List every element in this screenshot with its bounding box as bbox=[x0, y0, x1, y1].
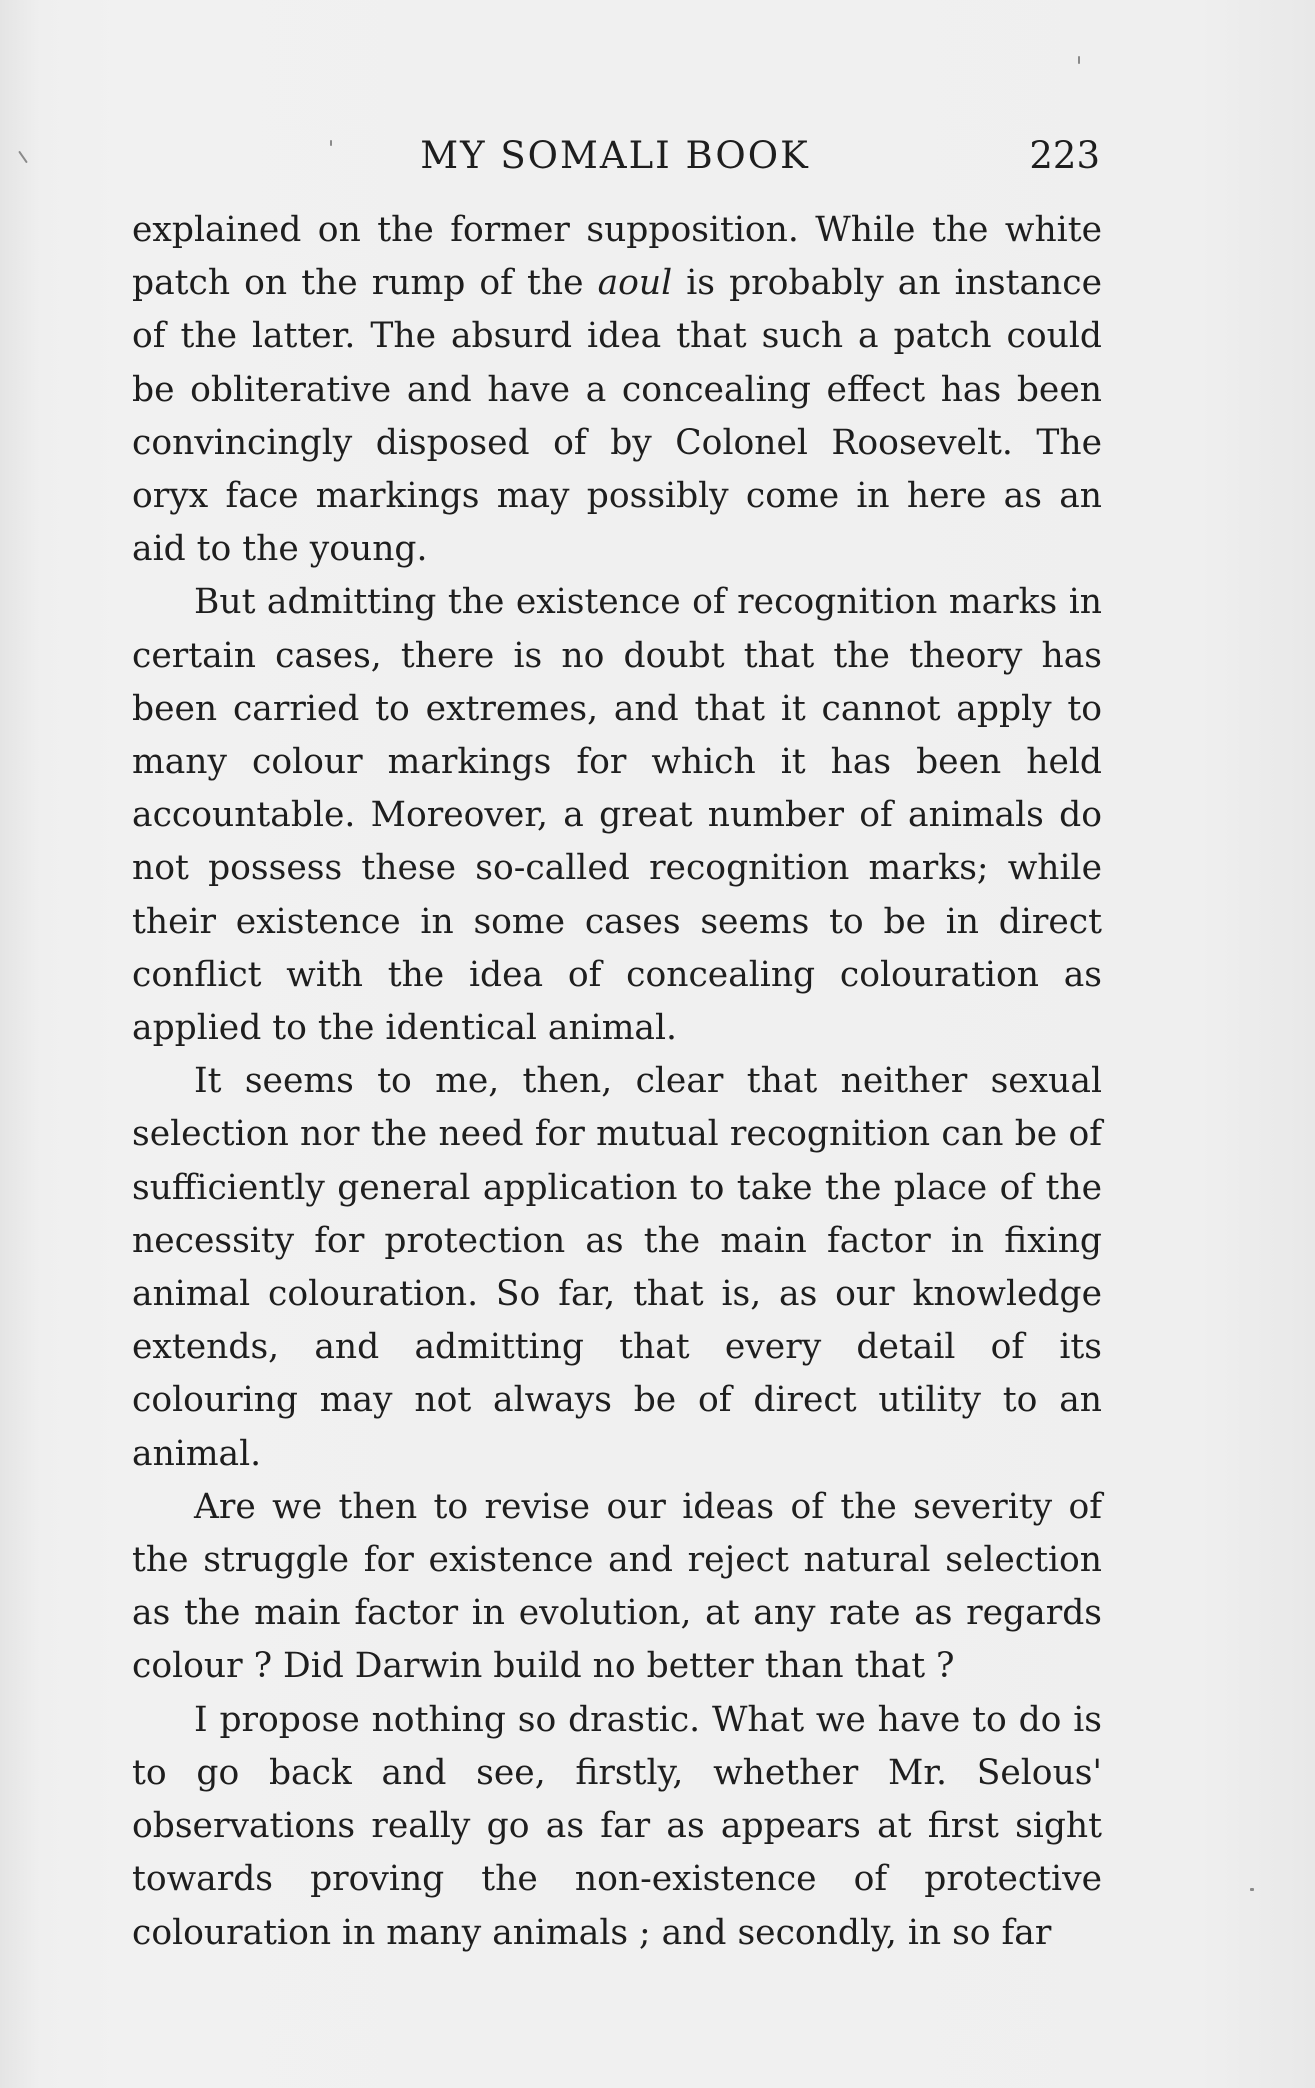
page-header bbox=[130, 128, 1100, 184]
paragraph-2: But admitting the existence of recognition marks in certain cases, there is no doubt that the theory has been carried to extremes, and that it cannot apply to many colour markings for which it has been held accountable. Moreover, a great number of animals do not possess these so-called recognition marks; while their existence in some cases seems to be in direct conflict with the idea of concealing colouration as applied to the identical animal. bbox=[132, 582, 1102, 1049]
scan-speck bbox=[330, 140, 332, 146]
paragraph-3: It seems to me, then, clear that neither sexual selection nor the need for mutual recognition can be of sufficiently general application to take the place of the necessity for protection as the main factor in fixing animal colouration. So far, that is, as our knowledge extends, and admitting that every detail of its colouring may not always be of direct utility to an animal. bbox=[132, 1061, 1102, 1474]
scan-speck bbox=[18, 151, 28, 164]
italic-term-aoul: aoul bbox=[597, 263, 673, 304]
paragraph-1-part-1: explained on the former supposition. While the white patch on the rump of the bbox=[132, 210, 1102, 304]
paragraph-5: I propose nothing so drastic. What we have to do is to go back and see, firstly, whether Mr. Selous' observations really go as far as appears at first sight towards proving the non-existence of protective colouration in many animals ; and secondly, in so far bbox=[132, 1699, 1102, 1953]
paragraph-4: Are we then to revise our ideas of the severity of the struggle for existence and reject natural selection as the main factor in evolution, at any rate as regards colour ? Did Darwin build no better than that ? bbox=[132, 1486, 1102, 1687]
body-text bbox=[132, 204, 1102, 1960]
paragraph-1 bbox=[132, 204, 1102, 576]
scan-speck bbox=[1250, 1888, 1254, 1891]
paragraph-1-part-2: is probably an instance of the latter. The absurd idea that such a patch could be obliterative and have a concealing effect has been convincingly disposed of by Colonel Roosevelt. The oryx face markings may possibly come in here as an aid to the young. bbox=[132, 263, 1102, 570]
scan-speck bbox=[1078, 56, 1080, 64]
page-number: 223 bbox=[1029, 134, 1100, 177]
running-title: MY SOMALI BOOK bbox=[420, 134, 810, 177]
